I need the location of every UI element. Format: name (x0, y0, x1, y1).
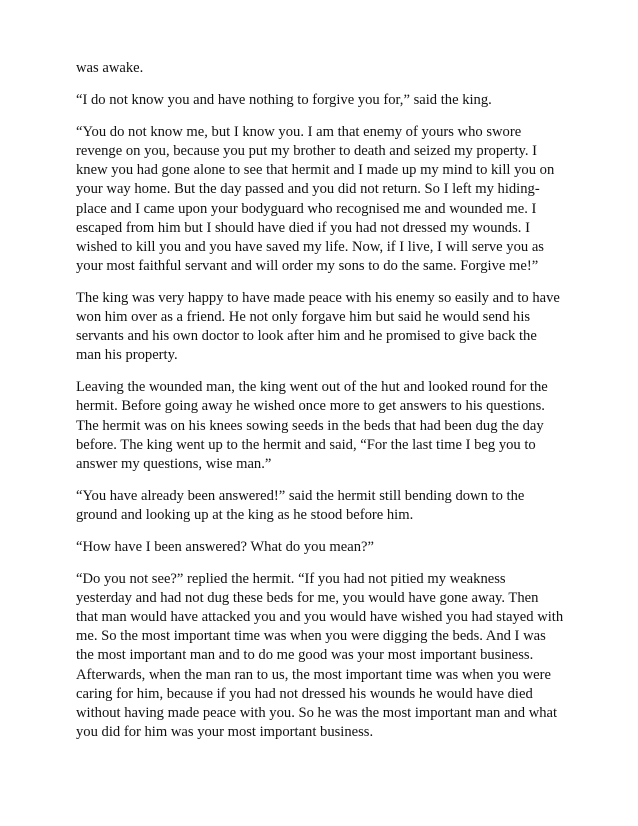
text-line: revenge on you, because you put my brother to death and seized my property. I (76, 143, 538, 160)
text-line: caring for him, because if you had not dressed his wounds he would have died (76, 685, 533, 702)
text-line: Afterwards, when the man ran to us, the most important time was when you were (76, 666, 551, 683)
paragraph (76, 91, 564, 110)
text-line: me. So the most important time was when you were digging the beds. And I was (76, 628, 546, 645)
text-line: yesterday and had not dug these beds for me, you would have gone away. Then (76, 590, 539, 607)
text-line: was awake. (76, 60, 144, 76)
text-line: your way home. But the day passed and you did not return. So I left my hiding- (76, 181, 540, 198)
text-line: ground and looking up at the king as he stood before him. (76, 506, 414, 523)
text-line: “How have I been answered? What do you mean?” (76, 538, 374, 555)
text-line: hermit. Before going away he wished once more to get answers to his questions. (76, 398, 545, 415)
paragraph (76, 487, 564, 525)
text-line: the most important man and to do me good was your most important business. (76, 647, 534, 664)
document-body (76, 59, 564, 755)
paragraph (76, 570, 564, 742)
text-line: you did for him was your most important business. (76, 723, 374, 740)
text-line: Leaving the wounded man, the king went out of the hut and looked round for the (76, 379, 548, 396)
text-line: wished to kill you and you have saved my life. Now, if I live, I will serve you as (76, 238, 544, 255)
text-line: escaped from him but I should have died if you had not dressed my wounds. I (76, 219, 530, 236)
text-line: The hermit was on his knees sowing seeds in the beds that had been dug the day (76, 417, 544, 434)
text-line: won him over as a friend. He not only forgave him but said he would send his (76, 309, 531, 326)
text-line: “Do you not see?” replied the hermit. “If you had not pitied my weakness (76, 571, 506, 588)
text-line: man his property. (76, 347, 178, 364)
text-line: your most faithful servant and will order my sons to do the same. Forgive me!” (76, 257, 539, 274)
text-line: knew you had gone alone to see that hermit and I made up my mind to kill you on (76, 162, 555, 179)
paragraph (76, 538, 564, 557)
text-line: answer my questions, wise man.” (76, 455, 272, 472)
paragraph (76, 289, 564, 365)
text-line: “You have already been answered!” said the hermit still bending down to the (76, 487, 525, 504)
paragraph (76, 59, 564, 78)
text-line: place and I came upon your bodyguard who recognised me and wounded me. I (76, 200, 537, 217)
text-line: before. The king went up to the hermit and said, “For the last time I beg you to (76, 436, 536, 453)
text-line: servants and his own doctor to look after him and he promised to give back the (76, 328, 537, 345)
text-line: that man would have attacked you and you would have wished you had stayed with (76, 609, 564, 626)
paragraph (76, 378, 564, 473)
text-line: without having made peace with you. So he was the most important man and what (76, 704, 558, 721)
paragraph (76, 123, 564, 276)
text-line: The king was very happy to have made peace with his enemy so easily and to have (76, 289, 560, 306)
text-line: “You do not know me, but I know you. I am that enemy of yours who swore (76, 124, 522, 141)
text-line: “I do not know you and have nothing to forgive you for,” said the king. (76, 92, 492, 109)
